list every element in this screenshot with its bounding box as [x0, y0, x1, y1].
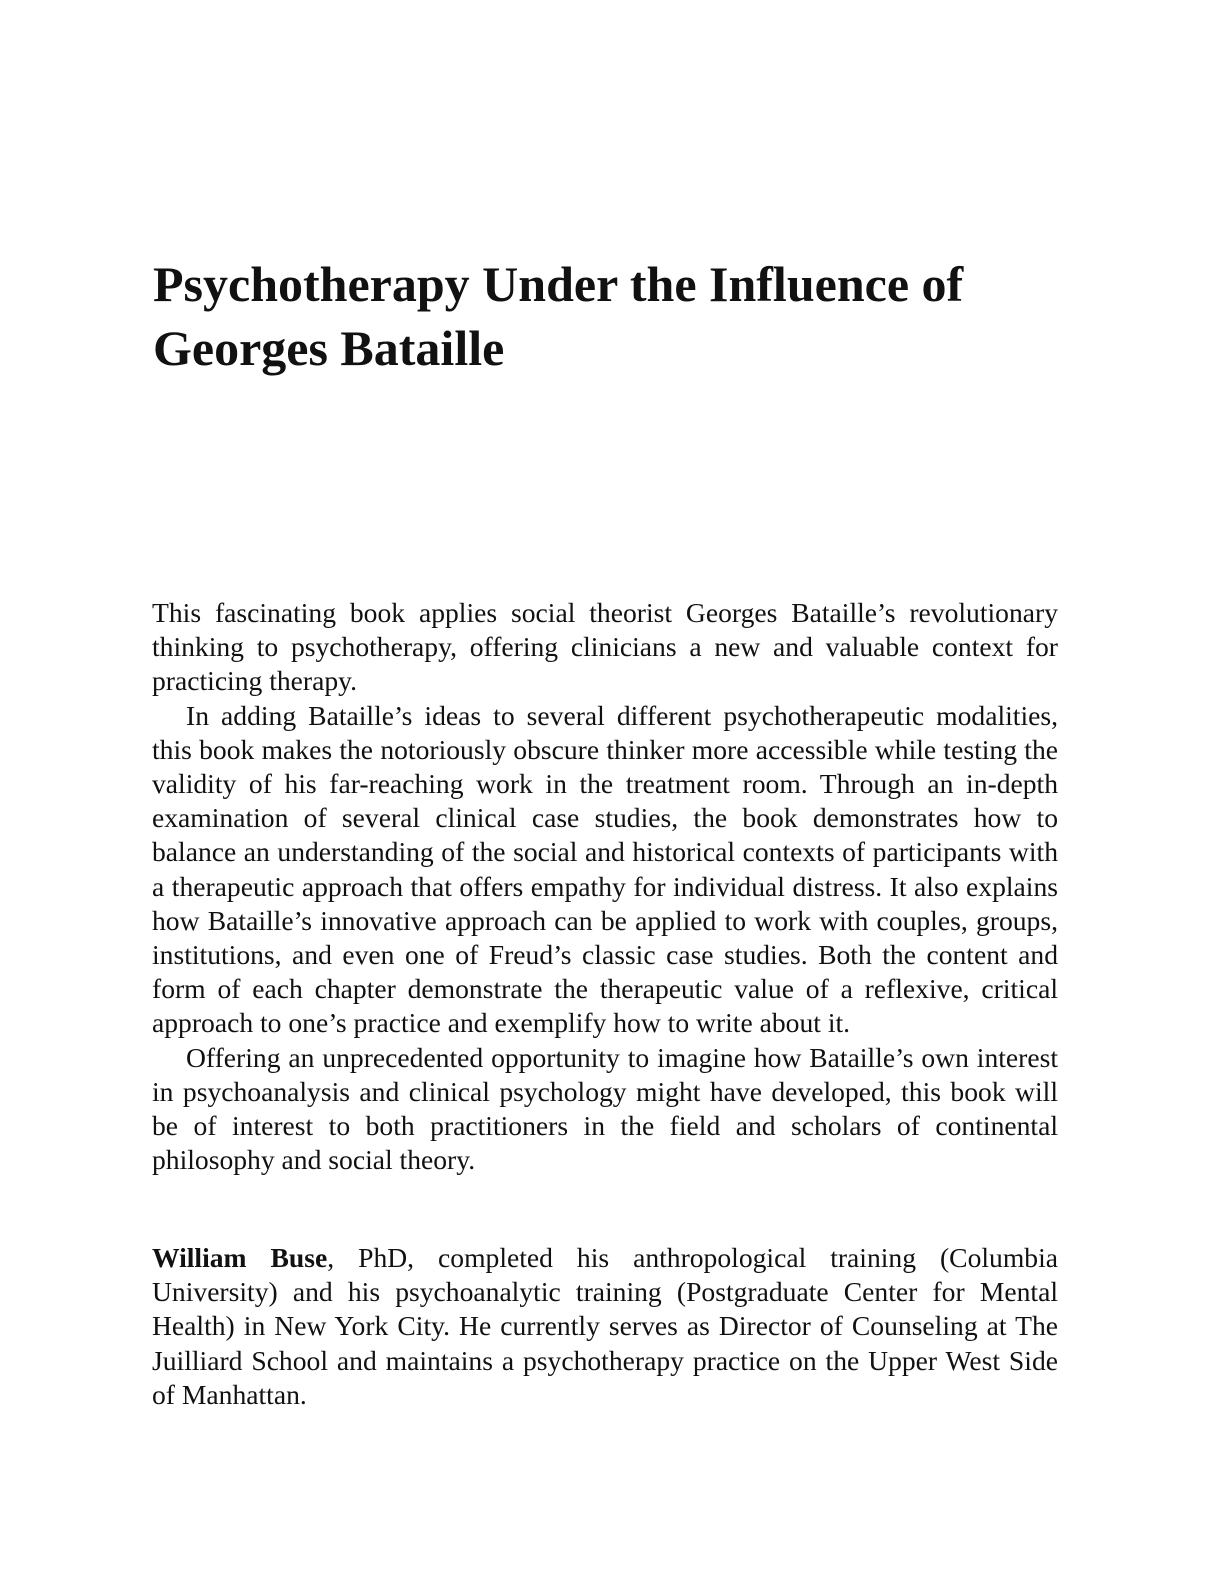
description-paragraph: Offering an unprecedented opportunity to imagine how Bataille’s own interest in psychoanalysis and clinical psychology might have developed, this book will be of interest to both practitioners in the field and scholars of continental philosophy and social theory.: [152, 1041, 1058, 1176]
description-paragraph: In adding Bataille’s ideas to several different psychotherapeutic modalities, this book makes the notoriously obscure thinker more accessible while testing the validity of his far-reaching work in the treatment room. Through an in-depth examination of several clinical case studies, the book demonstrates how to balance an understanding of the social and historical contexts of participants with a therapeutic approach that offers empathy for individual distress. It also explains how Bataille’s innovative approach can be applied to work with couples, groups, institutions, and even one of Freud’s classic case studies. Both the content and form of each chapter demonstrate the therapeutic value of a reflexive, critical approach to one’s practice and exemplify how to write about it.: [152, 699, 1058, 1039]
author-bio-text: , PhD, completed his anthropological training (Columbia University) and his psychoanalytic training (Postgraduate Center for Mental Health) in New York City. He currently serves as Director of Counseling at The Juilliard School and maintains a psychotherapy practice on the Upper West Side of Manhattan.: [152, 1242, 1059, 1410]
book-title: Psychotherapy Under the Influence of Georges Bataille: [153, 256, 964, 376]
description-paragraph: This fascinating book applies social theorist Georges Bataille’s revolutionary thinking to psychotherapy, offering clinicians a new and valuable context for practicing therapy.: [152, 597, 1058, 697]
author-bio: [152, 1241, 1058, 1412]
author-name: William Buse: [152, 1242, 328, 1273]
book-description: [152, 596, 1058, 1177]
